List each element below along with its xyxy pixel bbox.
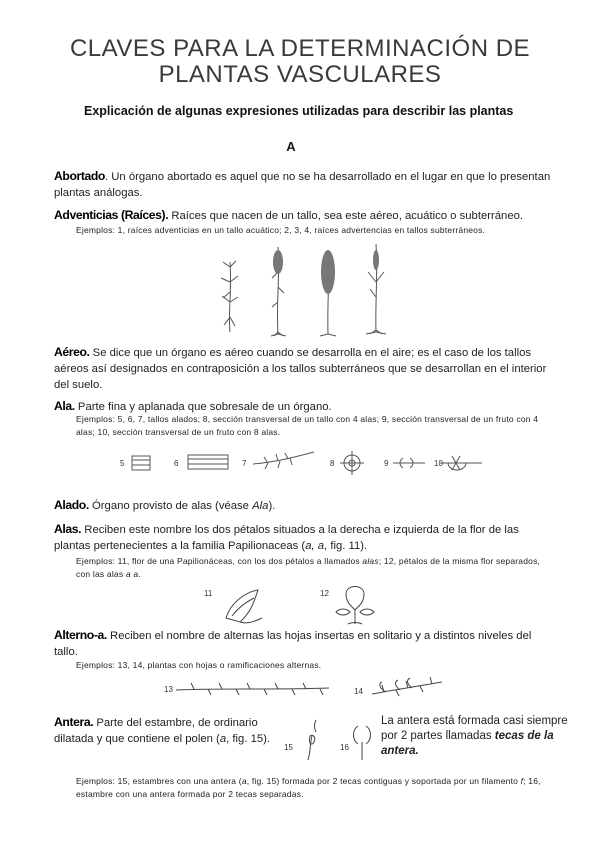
definition-alado-2: ). (268, 500, 276, 512)
figure-alterno-branches (164, 676, 448, 704)
fig-label-15: 15 (284, 743, 293, 752)
term-alas: Alas. (54, 522, 82, 536)
entry-alas (54, 521, 554, 554)
antera-note-emphasis: tecas de la antera. (381, 730, 554, 757)
term-aereo: Aéreo. (54, 345, 90, 359)
example-alas-2: ; 12, pétalos de la misma flor separados, con las alas (76, 556, 541, 579)
entry-aereo (54, 344, 554, 393)
definition-alas-2: , fig. 11). (324, 540, 368, 552)
fig-label-13: 13 (164, 685, 173, 694)
example-ala: Ejemplos: 5, 6, 7, tallos alados; 8, sección transversal de un tallo con 4 alas; 9, sección transversal de un fruto con 4 alas; 10, sección transversal de un fruto con 8 alas. (76, 414, 539, 437)
definition-alas-1: Reciben este nombre los dos pétalos situados a la derecha e izquierda de la flor de las plantas pertenecientes a la familia Papilionaceas ( (54, 524, 519, 552)
definition-antera-1: Parte del estambre, de ordinario dilatada y que contiene el polen ( (54, 717, 258, 745)
term-alado: Alado. (54, 498, 89, 512)
definition-alterno: Reciben el nombre de alternas las hojas insertas en solitario y a distintos niveles del tallo. (54, 630, 532, 658)
example-antera-italic-2: f (520, 776, 524, 786)
example-antera-2: , fig. 15) formada por 2 tecas contiguas y soportada por un filamento (246, 776, 521, 786)
example-antera (76, 775, 556, 801)
example-alas-italic-2: a a (125, 569, 139, 579)
fig-label-16: 16 (340, 743, 349, 752)
page-subtitle: Explicación de algunas expresiones utilizadas para describir las plantas (84, 104, 514, 118)
figure-alas-flowers (196, 582, 416, 630)
example-alas-italic-1: alas (362, 556, 379, 566)
entry-abortado (54, 168, 554, 201)
antera-note (381, 714, 581, 759)
entry-alterno (54, 627, 554, 660)
term-abortado: Abortado (54, 169, 105, 183)
adventitious-roots-illustration (200, 242, 410, 337)
entry-antera (54, 714, 294, 747)
entry-alado (54, 497, 554, 514)
example-antera-3: ; 16, estambre con una antera formada por 2 tecas separadas. (76, 776, 541, 799)
definition-alas-italic: a, a (305, 540, 325, 552)
fig-label-12: 12 (320, 589, 329, 598)
alternate-leaves-illustration (164, 676, 448, 704)
definition-abortado: . Un órgano abortado es aquel que no se ha desarrollado en el lugar en que lo presentan plantas análogas. (54, 171, 551, 199)
fig-label-9: 9 (384, 459, 389, 468)
term-ala: Ala. (54, 399, 75, 413)
definition-alado-1: Órgano provisto de alas (véase (88, 500, 253, 512)
fig-label-14: 14 (354, 687, 363, 696)
stamen-illustration (282, 716, 378, 764)
definition-antera-2: , fig. 15). (226, 733, 271, 745)
definition-alado-italic: Ala (252, 500, 269, 512)
entry-adventicias (54, 207, 554, 224)
example-adventicias: Ejemplos: 1, raíces adventicias en un tallo acuático; 2, 3, 4, raíces advertencias en tallos subterráneos. (76, 225, 486, 235)
figure-adventicias-roots (200, 242, 410, 337)
fig-label-10: 10 (434, 459, 443, 468)
fig-label-11: 11 (204, 589, 213, 598)
example-alas-1: Ejemplos: 11, flor de una Papilionáceas, con los dos pétalos a llamados (76, 556, 363, 566)
example-alas (76, 555, 556, 581)
fig-label-7: 7 (242, 459, 247, 468)
antera-note-text: La antera está formada casi siempre por 2 partes llamadas (381, 715, 568, 742)
figure-antera-stamens (282, 716, 378, 764)
fig-label-8: 8 (330, 459, 335, 468)
fig-label-6: 6 (174, 459, 179, 468)
term-antera: Antera. (54, 715, 94, 729)
example-antera-1: Ejemplos: 15, estambres con una antera ( (76, 776, 242, 786)
example-alterno: Ejemplos: 13, 14, plantas con hojas o ramificaciones alternas. (76, 660, 322, 670)
definition-aereo: Se dice que un órgano es aéreo cuando se desarrolla en el aire; es el caso de los tallos aéreos así designados en contraposición a los tallos subterráneos que se desarrollan en el interior del suelo. (54, 347, 547, 391)
winged-stems-numbers (118, 446, 490, 480)
fig-label-5: 5 (120, 459, 125, 468)
section-letter: A (286, 139, 296, 154)
page-title-line-2: PLANTAS VASCULARES (158, 61, 442, 88)
term-alterno: Alterno-a. (54, 628, 107, 642)
term-adventicias: Adventicias (Raíces). (54, 208, 169, 222)
definition-ala: Parte fina y aplanada que sobresale de un órgano. (74, 401, 332, 413)
definition-adventicias: Raíces que nacen de un tallo, sea este aéreo, acuático o subterráneo. (168, 210, 524, 222)
page-title-line-1: CLAVES PARA LA DETERMINACIÓN DE (69, 35, 531, 62)
papilionaceae-flower-illustration (196, 582, 416, 630)
figure-ala-winged-stems (118, 446, 490, 480)
example-alas-3: . (138, 569, 141, 579)
definition-antera-italic: a (219, 733, 227, 745)
example-antera-italic-1: a (241, 776, 247, 786)
